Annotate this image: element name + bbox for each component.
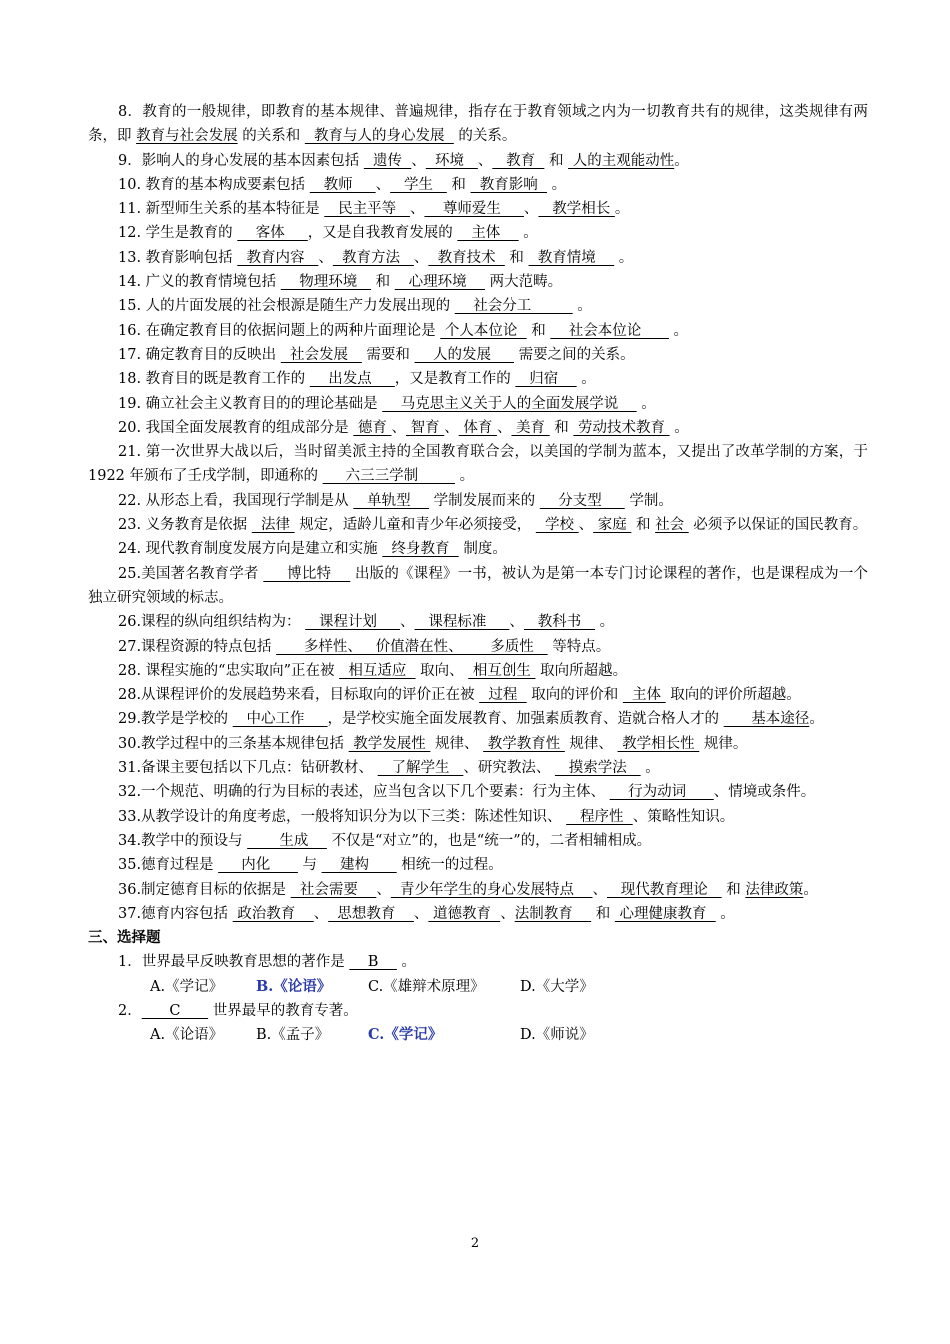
option: D.《大学》	[520, 978, 594, 995]
answer-blank: 过程	[479, 687, 527, 704]
fill-in-question	[88, 173, 868, 197]
question-text: 、策略性知识。	[632, 808, 735, 825]
fill-in-question	[88, 149, 868, 173]
answer-blank: 内化	[218, 857, 298, 874]
answer-blank: 多样性、 价值潜在性、 多质性	[276, 638, 548, 655]
answer-blank: 终身教育	[382, 541, 459, 558]
question-text: 、	[592, 881, 607, 898]
fill-in-question	[88, 829, 868, 853]
question-text: 取向的评价和	[526, 687, 623, 704]
question-text: 等特点。	[547, 638, 611, 655]
answer-blank: 基本途径	[723, 711, 810, 728]
option: A.《论语》	[150, 1027, 224, 1044]
fill-in-question	[88, 562, 868, 611]
choice-question	[88, 950, 868, 974]
question-text: 和	[549, 419, 574, 436]
fill-in-question	[88, 440, 873, 489]
fill-in-question	[88, 343, 868, 367]
fill-in-blank-list	[88, 100, 873, 926]
answer-blank: 客体	[237, 225, 308, 242]
answer-blank: 物理环境	[280, 274, 372, 291]
question-text: 取向所超越。	[535, 662, 628, 679]
question-text: 32.一个规范、明确的行为目标的表述，应当包含以下几个要素：行为主体、	[118, 784, 610, 801]
question-text: 和	[544, 152, 569, 169]
question-text: 、	[413, 249, 429, 266]
answer-blank: 劳动技术教育	[573, 419, 670, 436]
fill-in-question	[88, 294, 868, 318]
answer-blank: 社会	[655, 517, 689, 534]
question-text: 20. 我国全面发展教育的组成部分是	[118, 419, 354, 436]
answer-blank: 主体	[622, 687, 666, 704]
answer-blank: 教育方法	[332, 249, 414, 266]
question-text: 、研究教法、	[463, 760, 555, 777]
fill-in-question	[88, 635, 868, 659]
question-text: ，是学校实施全面发展教育、加强素质教育、造就合格人才的	[327, 711, 724, 728]
answer-blank: 社会分工	[454, 298, 573, 315]
answer-blank: 法制教育	[514, 905, 592, 922]
question-text: 、	[413, 905, 429, 922]
answer-blank: 建构	[321, 857, 397, 874]
answer-blank: 美育	[511, 419, 550, 436]
question-text: ，又是自我教育发展的	[307, 225, 458, 242]
answer-blank: 出发点	[309, 371, 395, 388]
question-text: 11. 新型师生关系的基本特征是	[118, 201, 325, 218]
question-text: 34.教学中的预设与	[118, 832, 248, 849]
answer-blank: 家庭	[593, 517, 632, 534]
question-text: 。	[614, 249, 634, 266]
choice-options	[150, 975, 868, 999]
question-text: 。	[455, 468, 475, 485]
page-number: 2	[470, 1236, 480, 1251]
question-text: 规律。	[699, 735, 748, 752]
question-text: 。	[674, 152, 689, 169]
question-text: 、	[376, 881, 391, 898]
answer-blank: 教学相长性	[617, 735, 700, 752]
question-text: 规律、	[564, 735, 618, 752]
fill-in-question	[88, 853, 868, 877]
answer-blank: C	[141, 1002, 209, 1019]
question-text: 不仅是“对立”的，也是“统一”的，二者相辅相成。	[326, 832, 652, 849]
answer-blank: B	[349, 954, 397, 971]
answer-blank: 马克思主义关于人的全面发展学说	[382, 395, 637, 412]
section-heading-choice: 三、选择题	[88, 930, 161, 947]
option: B.《孟子》	[256, 1027, 330, 1044]
answer-blank: 遗传	[363, 152, 412, 169]
answer-blank: 道德教育	[428, 905, 501, 922]
option: C.《雄辩术原理》	[368, 978, 485, 995]
question-text: 、	[400, 614, 415, 631]
question-text: 出版的《课程》一书，被认为是第一本专门讨论课程的著作，也是课程成为一个独立研究领域的标志。	[88, 565, 869, 606]
answer-blank: 相互适应	[339, 662, 416, 679]
question-text: 29.教学是学校的	[118, 711, 233, 728]
question-text: 。	[396, 954, 416, 971]
answer-blank: 现代教育理论	[606, 881, 722, 898]
fill-in-question	[88, 416, 868, 440]
answer-blank: 生成	[247, 832, 327, 849]
question-text: 31.备课主要包括以下几点：钻研教材、	[118, 760, 378, 777]
question-text: 、	[496, 419, 512, 436]
answer-blank: 社会发展	[280, 346, 362, 363]
question-text: 。	[715, 905, 735, 922]
question-text: 。	[576, 371, 596, 388]
question-text: 和	[504, 249, 529, 266]
fill-in-question	[88, 878, 868, 902]
question-text: 2．	[118, 1002, 142, 1019]
question-text: 35.德育过程是	[118, 857, 219, 874]
question-text: 、	[391, 419, 406, 436]
answer-blank: 单轨型	[353, 492, 430, 509]
question-text: ，又是教育工作的	[394, 371, 516, 388]
choice-options	[150, 1023, 868, 1047]
answer-blank: 青少年学生的身心发展特点	[390, 881, 593, 898]
question-text: 18. 教育目的既是教育工作的	[118, 371, 310, 388]
answer-blank: 教育与人的身心发展	[304, 128, 454, 145]
question-text: 23. 义务教育是依据	[118, 517, 252, 534]
question-text: 21. 第一次世界大战以后，当时留美派主持的全国教育联合会，以美国的学制为蓝本，又提出了改革学制的方案，于 1922 年颁布了壬戌学制，即通称的	[88, 444, 873, 485]
fill-in-question	[88, 805, 868, 829]
question-text: 需要和	[361, 346, 415, 363]
answer-blank: 学校	[535, 517, 579, 534]
choice-question	[88, 999, 868, 1023]
answer-blank: 归宿	[515, 371, 577, 388]
fill-in-question	[88, 732, 868, 756]
question-text: 1．世界最早反映教育思想的著作是	[118, 954, 350, 971]
question-text: 学制发展而来的	[429, 492, 540, 509]
question-text: 、情境或条件。	[713, 784, 816, 801]
answer-blank: 个人本位论	[440, 322, 527, 339]
fill-in-question	[88, 683, 868, 707]
question-text: 、	[375, 176, 391, 193]
answer-blank: 教育	[492, 152, 545, 169]
question-text: 、	[411, 152, 426, 169]
answer-blank: 民主平等	[324, 201, 410, 218]
answer-blank: 博比特	[263, 565, 351, 582]
answer-blank: 程序性	[566, 808, 633, 825]
question-text: 取向、	[415, 662, 469, 679]
page-content	[88, 100, 873, 1048]
question-text: 10. 教育的基本构成要素包括	[118, 176, 310, 193]
correct-option: B.《论语》	[256, 977, 332, 995]
question-text: 28.从课程评价的发展趋势来看，目标取向的评价正在被	[118, 687, 480, 704]
question-text: 、	[444, 419, 459, 436]
answer-blank: 课程标准	[414, 614, 510, 631]
question-text: 37.德育内容包括	[118, 905, 233, 922]
answer-blank: 教育与社会发展	[136, 128, 238, 145]
question-text: 和	[591, 905, 615, 922]
question-text: 22. 从形态上看，我国现行学制是从	[118, 492, 354, 509]
question-text: 8．教育的一般规律，即教育的基本规律、普遍规律，指存在于教育领域之内为一切教育共有的规律，这类规律有两条，即	[88, 104, 868, 145]
question-text: 。	[668, 322, 689, 339]
answer-blank: 教学发展性	[348, 735, 431, 752]
question-text: 、	[477, 152, 493, 169]
answer-blank: 政治教育	[232, 905, 314, 922]
question-text: 的关系和	[237, 128, 305, 145]
question-text: 学制。	[624, 492, 673, 509]
question-text: 、	[318, 249, 333, 266]
question-text: 与	[297, 857, 322, 874]
answer-blank: 尊师爱生	[424, 201, 524, 218]
answer-blank: 心理环境	[394, 274, 486, 291]
question-text: 、	[500, 905, 515, 922]
option: D.《师说》	[520, 1027, 594, 1044]
question-text: 26.课程的纵向组织结构为：	[118, 614, 306, 631]
question-text: 33.从教学设计的角度考虑，一般将知识分为以下三类：陈述性知识、	[118, 808, 567, 825]
question-text: 27.课程资源的特点包括	[118, 638, 277, 655]
answer-blank: 相互创生	[468, 662, 536, 679]
question-text: 和	[446, 176, 471, 193]
question-text: 。	[546, 176, 567, 193]
question-text: 19. 确立社会主义教育目的的理论基础是	[118, 395, 383, 412]
fill-in-question	[88, 246, 868, 270]
answer-blank: 教育技术	[428, 249, 505, 266]
question-text: 世界最早的教育专著。	[208, 1002, 358, 1019]
question-text: 相统一的过程。	[396, 857, 503, 874]
answer-blank: 人的主观能动性	[568, 152, 675, 169]
question-text: 12. 学生是教育的	[118, 225, 238, 242]
question-text: 。	[595, 614, 615, 631]
answer-blank: 中心工作	[232, 711, 328, 728]
answer-blank: 行为动词	[609, 784, 714, 801]
question-text: 14. 广义的教育情境包括	[118, 274, 281, 291]
fill-in-question	[88, 707, 868, 731]
fill-in-question	[88, 902, 868, 926]
fill-in-question	[88, 659, 868, 683]
answer-blank: 教育内容	[237, 249, 319, 266]
question-text: 。	[809, 711, 824, 728]
answer-blank: 了解学生	[377, 760, 464, 777]
question-text: 17. 确定教育目的反映出	[118, 346, 281, 363]
fill-in-question	[88, 489, 868, 513]
question-text: 和	[526, 322, 551, 339]
question-text: 。	[636, 395, 656, 412]
fill-in-question	[88, 756, 868, 780]
question-text: 。	[803, 881, 818, 898]
question-text: 、	[409, 201, 425, 218]
answer-blank: 社会本位论	[550, 322, 669, 339]
correct-option: C.《学记》	[368, 1026, 443, 1044]
answer-blank: 课程计划	[305, 614, 401, 631]
answer-blank: 教科书	[523, 614, 596, 631]
fill-in-question	[88, 319, 868, 343]
answer-blank: 教育影响	[470, 176, 547, 193]
answer-blank: 分支型	[539, 492, 625, 509]
answer-blank: 人的发展	[414, 346, 515, 363]
question-text: 30.教学过程中的三条基本规律包括	[118, 735, 349, 752]
choice-question-list	[88, 950, 868, 1047]
question-text: 、	[523, 201, 539, 218]
answer-blank: 法律政策	[745, 881, 804, 898]
question-text: 的关系。	[453, 128, 517, 145]
question-text: 24. 现代教育制度发展方向是建立和实施	[118, 541, 383, 558]
question-text: 和	[721, 881, 746, 898]
question-text: 。	[572, 298, 592, 315]
question-text: 。	[614, 201, 630, 218]
question-text: 必须予以保证的国民教育。	[688, 517, 868, 534]
fill-in-question	[88, 610, 868, 634]
answer-blank: 六三三学制	[322, 468, 456, 485]
answer-blank: 摸索学法	[554, 760, 641, 777]
answer-blank: 心理健康教育	[614, 905, 716, 922]
answer-blank: 主体	[457, 225, 519, 242]
question-text: 、	[313, 905, 329, 922]
question-text: 15. 人的片面发展的社会根源是随生产力发展出现的	[118, 298, 455, 315]
question-text: 和	[631, 517, 656, 534]
question-text: 25.美国著名教育学者	[118, 565, 264, 582]
fill-in-question	[88, 197, 868, 221]
fill-in-question	[88, 537, 868, 561]
fill-in-question	[88, 780, 868, 804]
fill-in-question	[88, 221, 868, 245]
answer-blank: 教育情境	[528, 249, 615, 266]
fill-in-question	[88, 513, 868, 537]
answer-blank: 体育	[458, 419, 497, 436]
question-text: 需要之间的关系。	[514, 346, 635, 363]
answer-blank: 社会需要	[290, 881, 377, 898]
question-text: 制度。	[458, 541, 507, 558]
answer-blank: 思想教育	[328, 905, 414, 922]
answer-blank: 教师	[309, 176, 376, 193]
answer-blank: 环境	[425, 152, 478, 169]
question-text: 和	[371, 274, 395, 291]
question-text: 、	[578, 517, 594, 534]
answer-blank: 教学相长	[538, 201, 615, 218]
fill-in-question	[88, 270, 868, 294]
fill-in-question	[88, 392, 868, 416]
answer-blank: 法律	[251, 517, 295, 534]
question-text: 9．影响人的身心发展的基本因素包括	[118, 152, 364, 169]
question-text: 36.制定德育目标的依据是	[118, 881, 291, 898]
answer-blank: 学生	[390, 176, 447, 193]
question-text: 28. 课程实施的“忠实取向”正在被	[118, 662, 340, 679]
option: A.《学记》	[150, 978, 224, 995]
question-text: 。	[669, 419, 689, 436]
question-text: 13. 教育影响包括	[118, 249, 238, 266]
answer-blank: 教学教育性	[483, 735, 565, 752]
question-text: 两大范畴。	[485, 274, 563, 291]
question-text: 。	[518, 225, 538, 242]
fill-in-question	[88, 367, 868, 391]
question-text: 。	[640, 760, 660, 777]
answer-blank: 德育	[353, 419, 392, 436]
question-text: 规定，适龄儿童和青少年必须接受，	[294, 517, 536, 534]
question-text: 16. 在确定教育目的依据问题上的两种片面理论是	[118, 322, 441, 339]
question-text: 规律、	[430, 735, 484, 752]
question-text: 、	[509, 614, 524, 631]
question-text: 取向的评价所超越。	[665, 687, 801, 704]
answer-blank: 智育	[406, 419, 445, 436]
fill-in-question	[88, 100, 868, 149]
